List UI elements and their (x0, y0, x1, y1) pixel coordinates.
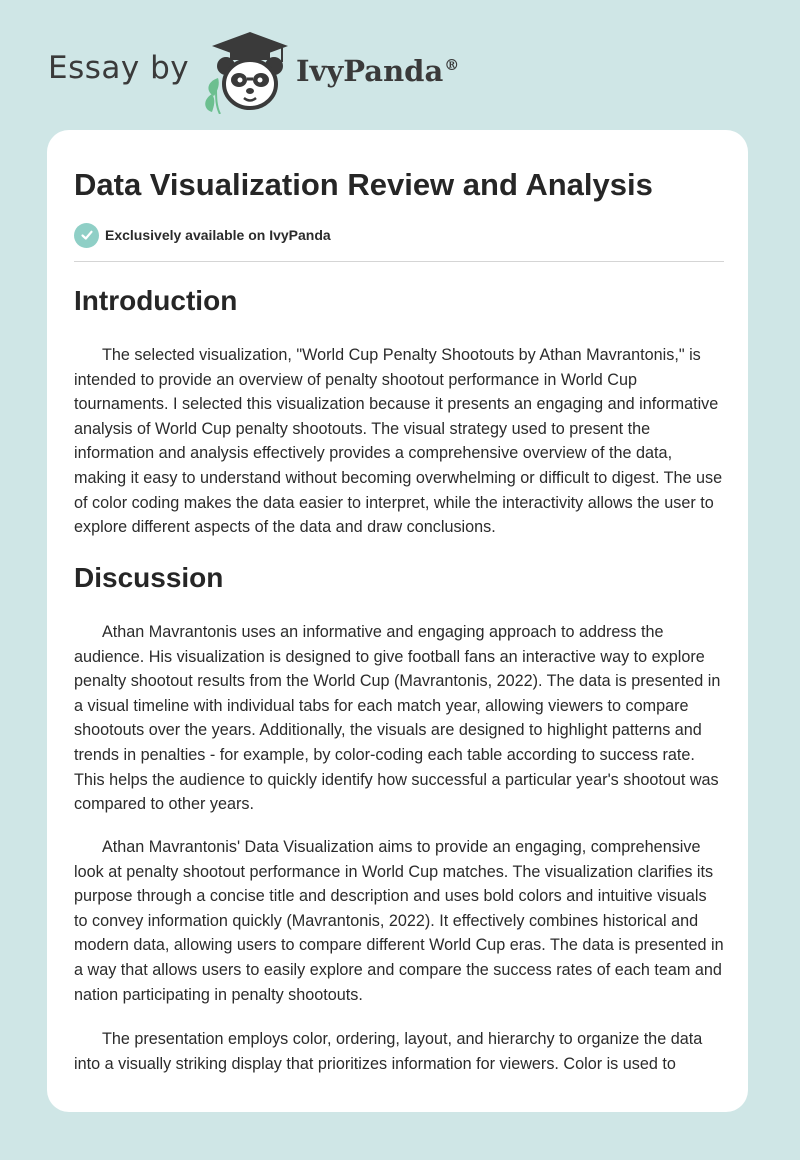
article-card (47, 130, 748, 1112)
paragraph: Athan Mavrantonis' Data Visualization aims to provide an engaging, comprehensive look at penalty shootout performance in World Cup matches. The visualization clarifies its purpose through a concise title and description and uses bold colors and intuitive visuals to convey information quickly (Mavrantonis, 2022). It effectively combines historical and modern data, allowing users to compare different World Cup eras. The data is presented in a way that allows users to easily explore and compare the success rates of each team and nation participating in penalty shootouts. (74, 838, 724, 1004)
exclusive-badge-label: Exclusively available on IvyPanda (105, 227, 331, 243)
site-header (48, 28, 548, 118)
paragraph: The selected visualization, "World Cup Penalty Shootouts by Athan Mavrantonis," is intended to provide an overview of penalty shootout performance in World Cup tournaments. I selected this visualization because it presents an engaging and informative analysis of World Cup penalty shootouts. The visual strategy used to present the information and analysis effectively provides a comprehensive overview of the data, making it easy to understand without becoming overwhelming or difficult to digest. The use of color coding makes the data easier to interpret, while the interactivity allows the user to explore different aspects of the data and draw conclusions. (74, 346, 723, 537)
essay-by-label: Essay by (48, 50, 190, 86)
brand-name[interactable]: IvyPanda® (296, 54, 460, 88)
panda-logo-icon[interactable] (200, 28, 300, 114)
section-heading-introduction: Introduction (74, 285, 238, 316)
check-circle-icon (74, 223, 99, 248)
page-title: Data Visualization Review and Analysis (74, 167, 653, 202)
paragraph: Athan Mavrantonis uses an informative and engaging approach to address the audience. His visualization is designed to give football fans an interactive way to explore penalty shootout results from the World Cup (Mavrantonis, 2022). The data is presented in a visual timeline with individual tabs for each match year, allowing viewers to compare shootouts over the years. Additionally, the visuals are designed to highlight patterns and trends in penalties - for example, by color-coding each table according to success rate. This helps the audience to quickly identify how successful a particular year's shootout was compared to other years. (74, 623, 721, 814)
paragraph: The presentation employs color, ordering, layout, and hierarchy to organize the data into a visually striking display that prioritizes information for viewers. Color is used to (74, 1030, 703, 1073)
divider (74, 261, 724, 262)
exclusive-badge (74, 222, 331, 248)
section-heading-discussion: Discussion (74, 562, 224, 593)
